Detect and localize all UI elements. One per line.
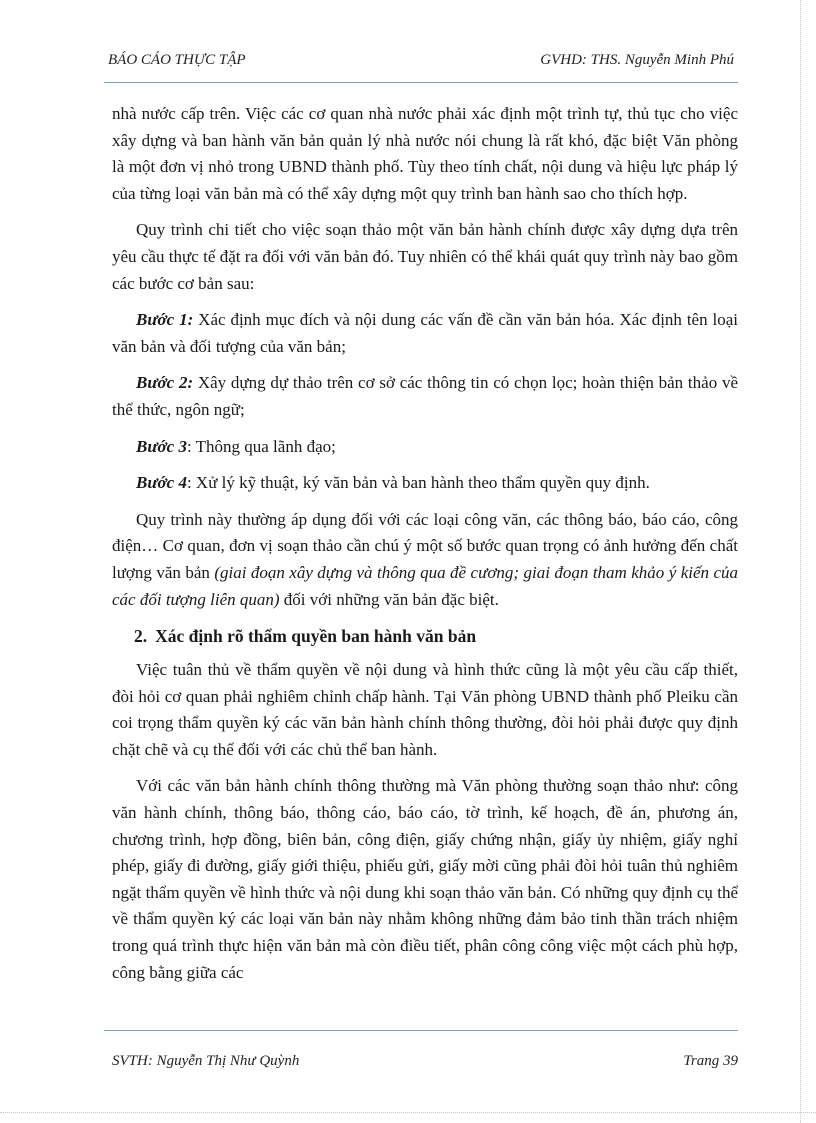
- step-4: [112, 470, 738, 497]
- step-1-label: Bước 1:: [136, 310, 194, 330]
- step-3: [112, 434, 738, 461]
- paragraph-document-types: Với các văn bản hành chính thông thường mà Văn phòng thường soạn thảo như: công văn hành chính, thông báo, thông cáo, báo cáo, tờ trình, kế hoạch, đề án, phương án, chương trình, hợp đồng, biên bản, công điện, giấy chứng nhận, giấy ủy nhiệm, giấy nghỉ phép, giấy đi đường, giấy giới thiệu, phiếu gửi, giấy mời cũng phải đòi hỏi tuân thủ nghiêm ngặt thẩm quyền về hình thức và nội dung khi soạn thảo văn bản. Có những quy định cụ thể về thẩm quyền ký các loại văn bản này nhằm không những đảm bảo tinh thần trách nhiệm trong quá trình thực hiện văn bản mà còn điều tiết, phân công công việc một cách phù hợp, công bằng giữa các: [112, 776, 738, 982]
- step-2-text: Xây dựng dự thảo trên cơ sở các thông tin có chọn lọc; hoàn thiện bản thảo về thể thức, ngôn ngữ;: [112, 373, 738, 419]
- step-3-text: : Thông qua lãnh đạo;: [186, 436, 336, 456]
- notes-text-start: Quy trình này thường áp dụng đối với các loại công văn, các thông báo, báo cáo, công điện… Cơ quan, đơn vị soạn thảo cần chú ý một số bước quan trọng có ảnh hưởng đến chất lượng văn bản: [112, 509, 738, 582]
- notes-text-italic: (giai đoạn xây dựng và thông qua đề cương; giai đoạn tham khảo ý kiến của các đối tượng liên quan): [112, 562, 738, 609]
- paragraph-process-notes: [112, 507, 738, 613]
- step-2: [112, 370, 738, 423]
- footer-student: SVTH: Nguyễn Thị Như Quỳnh: [112, 1053, 300, 1069]
- page-body: [112, 101, 738, 996]
- page-header: [108, 52, 734, 76]
- step-2-label: Bước 2:: [136, 373, 194, 393]
- step-4-text: : Xử lý kỹ thuật, ký văn bản và ban hành theo thẩm quyền quy định.: [186, 473, 650, 493]
- step-1-text: Xác định mục đích và nội dung các vấn đề cần văn bản hóa. Xác định tên loại văn bản và đối tượng của văn bản;: [112, 310, 739, 356]
- section-title: Xác định rõ thẩm quyền ban hành văn bản: [155, 626, 477, 647]
- notes-text-end: đối với những văn bản đặc biệt.: [279, 589, 499, 609]
- paragraph-process-intro: Quy trình chi tiết cho việc soạn thảo một văn bản hành chính được xây dựng dựa trên yêu cầu thực tế đặt ra đối với văn bản đó. Tuy nhiên có thể khái quát quy trình này bao gồm các bước cơ bản sau:: [112, 220, 738, 293]
- step-1: [112, 307, 738, 360]
- page-footer: [112, 1053, 738, 1075]
- header-supervisor: GVHD: THS. Nguyễn Minh Phú: [540, 52, 734, 68]
- page-edge-bottom: [0, 1112, 816, 1113]
- paragraph-continuation: nhà nước cấp trên. Việc các cơ quan nhà nước phải xác định một trình tự, thủ tục cho việc xây dựng và ban hành văn bản quản lý nhà nước nói chung là rất khó, đặc biệt Văn phòng là một đơn vị nhỏ trong UBND thành phố. Tùy theo tính chất, nội dung và hiệu lực pháp lý của từng loại văn bản mà có thể xây dựng một quy trình ban hành sao cho thích hợp.: [112, 104, 738, 203]
- footer-divider: [104, 1030, 738, 1031]
- page-edge-right: [800, 0, 801, 1123]
- paragraph-authority: Việc tuân thủ về thẩm quyền về nội dung và hình thức cũng là một yêu cầu cấp thiết, đòi hỏi cơ quan phải nghiêm chỉnh chấp hành. Tại Văn phòng UBND thành phố Pleiku cần coi trọng thẩm quyền ký các văn bản hành chính thông thường, đòi hỏi phải được quy định chặt chẽ và cụ thể đối với các chủ thể ban hành.: [112, 660, 738, 759]
- header-divider: [104, 82, 738, 83]
- page-number: Trang 39: [683, 1053, 738, 1069]
- header-report-title: BÁO CÁO THỰC TẬP: [108, 52, 246, 68]
- section-number: 2.: [134, 626, 148, 647]
- step-3-label: Bước 3: [136, 436, 187, 456]
- step-4-label: Bước 4: [136, 473, 187, 493]
- section-heading: [112, 623, 738, 649]
